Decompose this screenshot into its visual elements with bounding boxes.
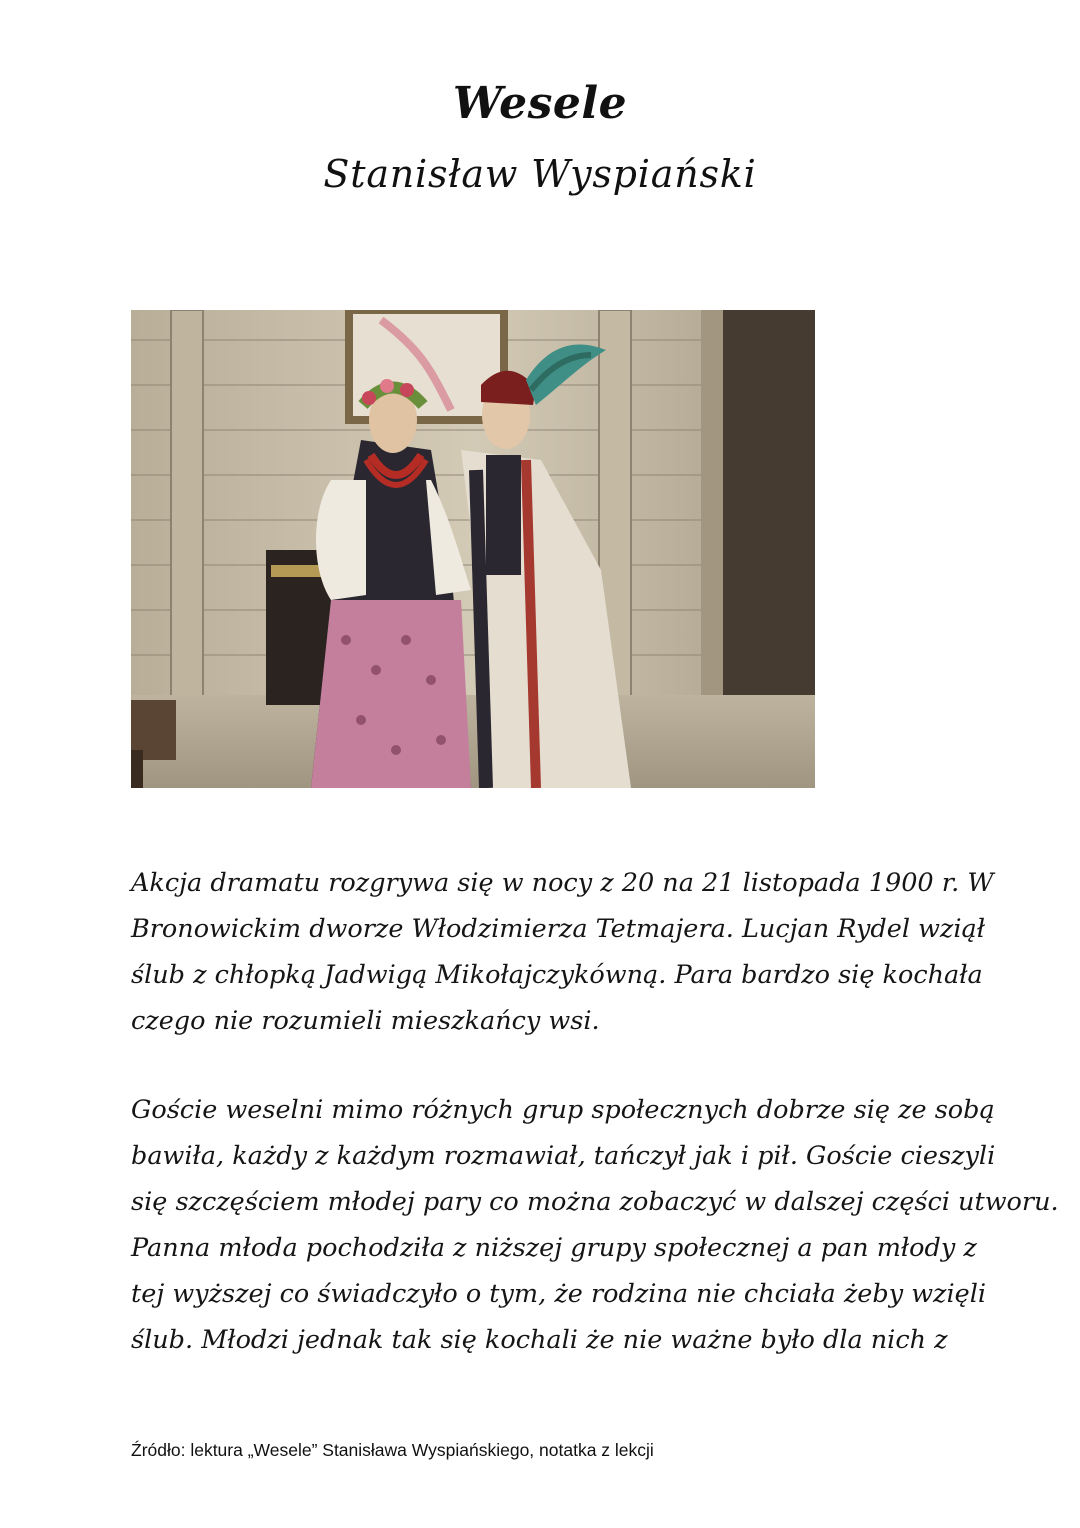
paragraph-line: ślub z chłopką Jadwigą Mikołajczykówną. Para bardzo się kochała — [131, 960, 983, 990]
paragraph-guests — [131, 1087, 1059, 1363]
paragraph-line: ślub. Młodzi jednak tak się kochali że nie ważne było dla nich z — [131, 1325, 948, 1355]
source-footer: Źródło: lektura „Wesele” Stanisława Wyspiańskiego, notatka z lekcji — [131, 1440, 654, 1460]
paragraph-line: tej wyższej co świadczyło o tym, że rodzina nie chciała żeby wzięli — [131, 1279, 987, 1309]
paragraph-line: czego nie rozumieli mieszkańcy wsi. — [131, 1006, 600, 1036]
paragraph-line: Akcja dramatu rozgrywa się w nocy z 20 na 21 listopada 1900 r. W — [131, 868, 994, 898]
paragraph-setting — [131, 860, 994, 1044]
page-author: Stanisław Wyspiański — [323, 152, 757, 196]
paragraph-line: Bronowickim dworze Włodzimierza Tetmajera. Lucjan Rydel wziął — [131, 914, 985, 944]
paragraph-line: Goście weselni mimo różnych grup społecznych dobrze się ze sobą — [131, 1095, 995, 1125]
paragraph-line: Panna młoda pochodziła z niższej grupy społecznej a pan młody z — [131, 1233, 977, 1263]
paragraph-line: bawiła, każdy z każdym rozmawiał, tańczył jak i pił. Goście cieszyli — [131, 1141, 996, 1171]
paragraph-line: się szczęściem młodej pary co można zobaczyć w dalszej części utworu. — [131, 1187, 1059, 1217]
page-title: Wesele — [452, 78, 628, 129]
wedding-photo — [131, 310, 815, 788]
